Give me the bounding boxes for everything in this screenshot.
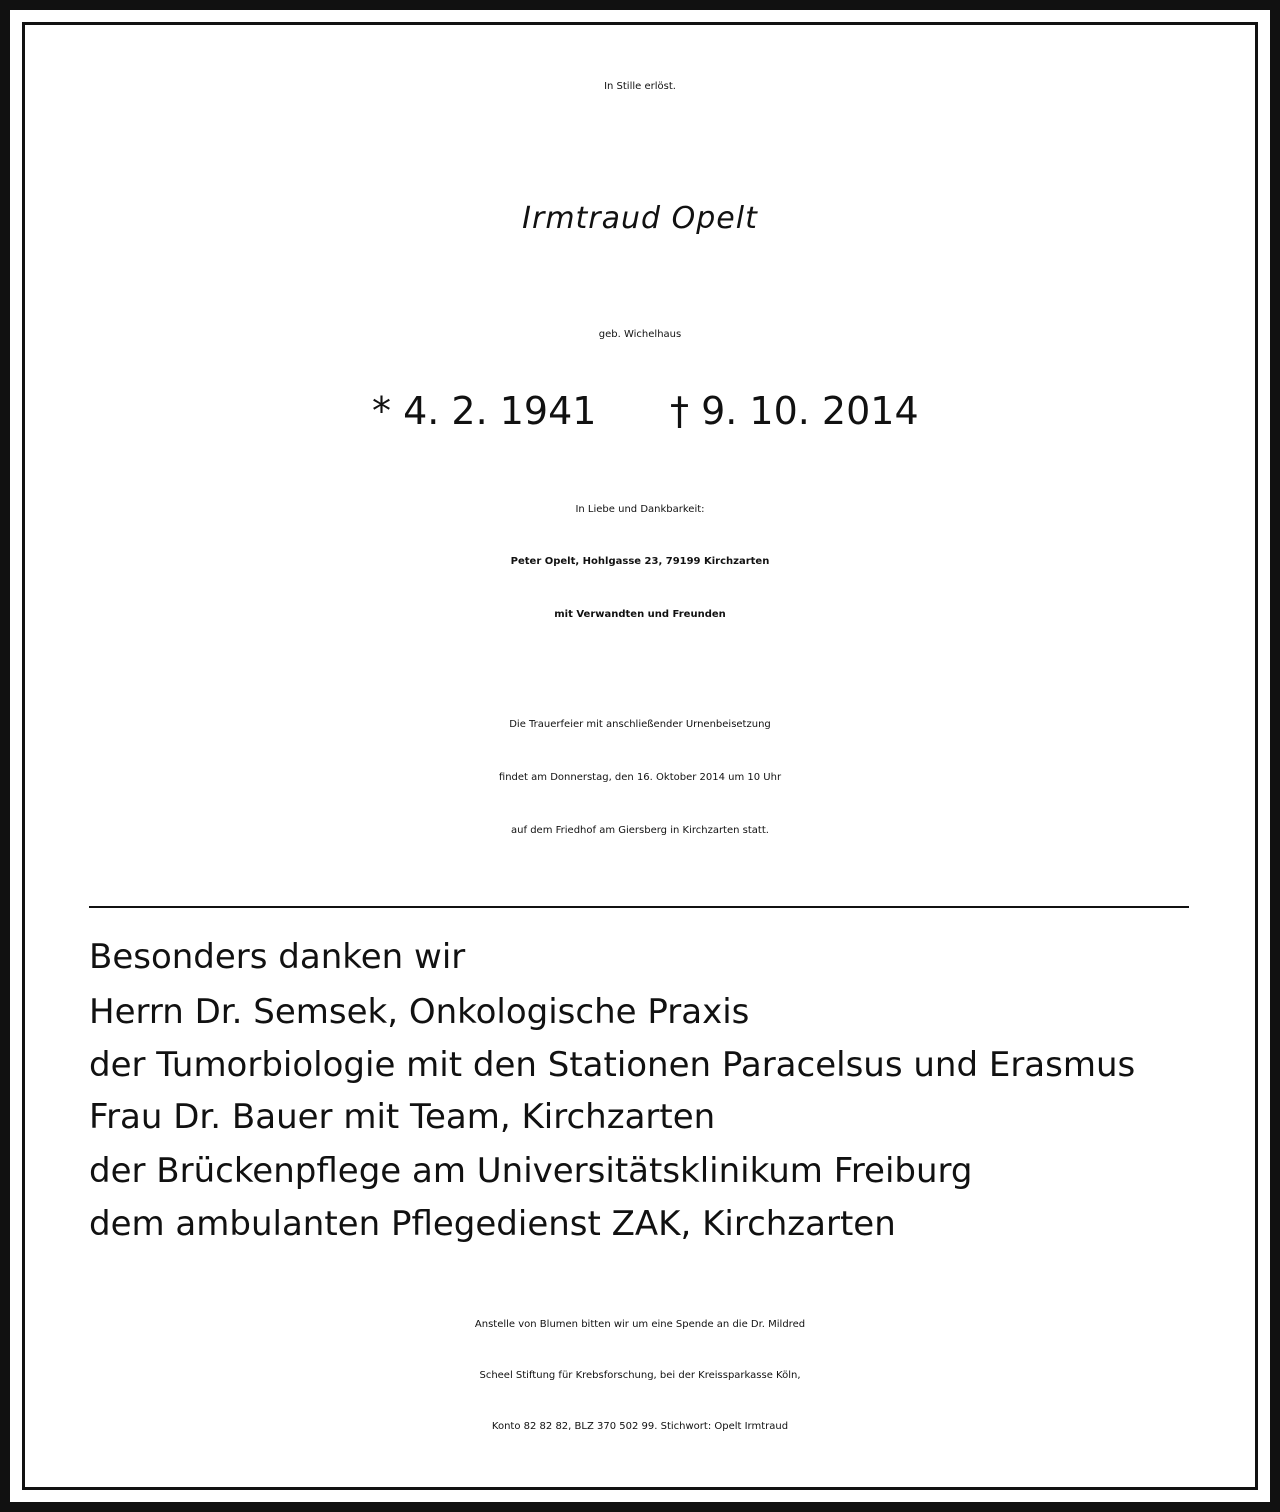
ceremony-line: Die Trauerfeier mit anschließender Urnenbeisetzung [509, 719, 771, 730]
mourners-intro: In Liebe und Dankbarkeit: [575, 504, 705, 515]
deceased-name: Irmtraud Opelt [522, 201, 758, 236]
inner-border [22, 22, 1258, 1490]
mourner-address: Peter Opelt, Hohlgasse 23, 79199 Kirchzarten [510, 556, 770, 567]
birth-date: * 4. 2. 1941 [372, 389, 597, 433]
thanks-line: Besonders danken wir [89, 937, 466, 977]
ceremony-line: findet am Donnerstag, den 16. Oktober 2014 um 10 Uhr [498, 772, 782, 783]
donation-line: Konto 82 82 82, BLZ 370 502 99. Stichwort: Opelt Irmtraud [491, 1421, 789, 1432]
thanks-line: dem ambulanten Pflegedienst ZAK, Kirchzarten [89, 1204, 896, 1244]
thanks-line: Frau Dr. Bauer mit Team, Kirchzarten [89, 1097, 716, 1137]
thanks-line: Herrn Dr. Semsek, Onkologische Praxis [89, 992, 750, 1032]
section-divider [89, 906, 1189, 908]
donation-line: Scheel Stiftung für Krebsforschung, bei der Kreissparkasse Köln, [479, 1370, 801, 1381]
maiden-name: geb. Wichelhaus [598, 329, 682, 340]
notice-heading: In Stille erlöst. [604, 81, 676, 92]
death-date: † 9. 10. 2014 [670, 389, 919, 433]
relatives-line: mit Verwandten und Freunden [554, 609, 726, 620]
donation-line: Anstelle von Blumen bitten wir um eine Spende an die Dr. Mildred [474, 1319, 806, 1330]
thanks-line: der Brückenpflege am Universitätsklinikum Freiburg [89, 1151, 973, 1191]
thanks-line: der Tumorbiologie mit den Stationen Paracelsus und Erasmus [89, 1045, 1136, 1085]
ceremony-line: auf dem Friedhof am Giersberg in Kirchzarten statt. [511, 825, 769, 836]
